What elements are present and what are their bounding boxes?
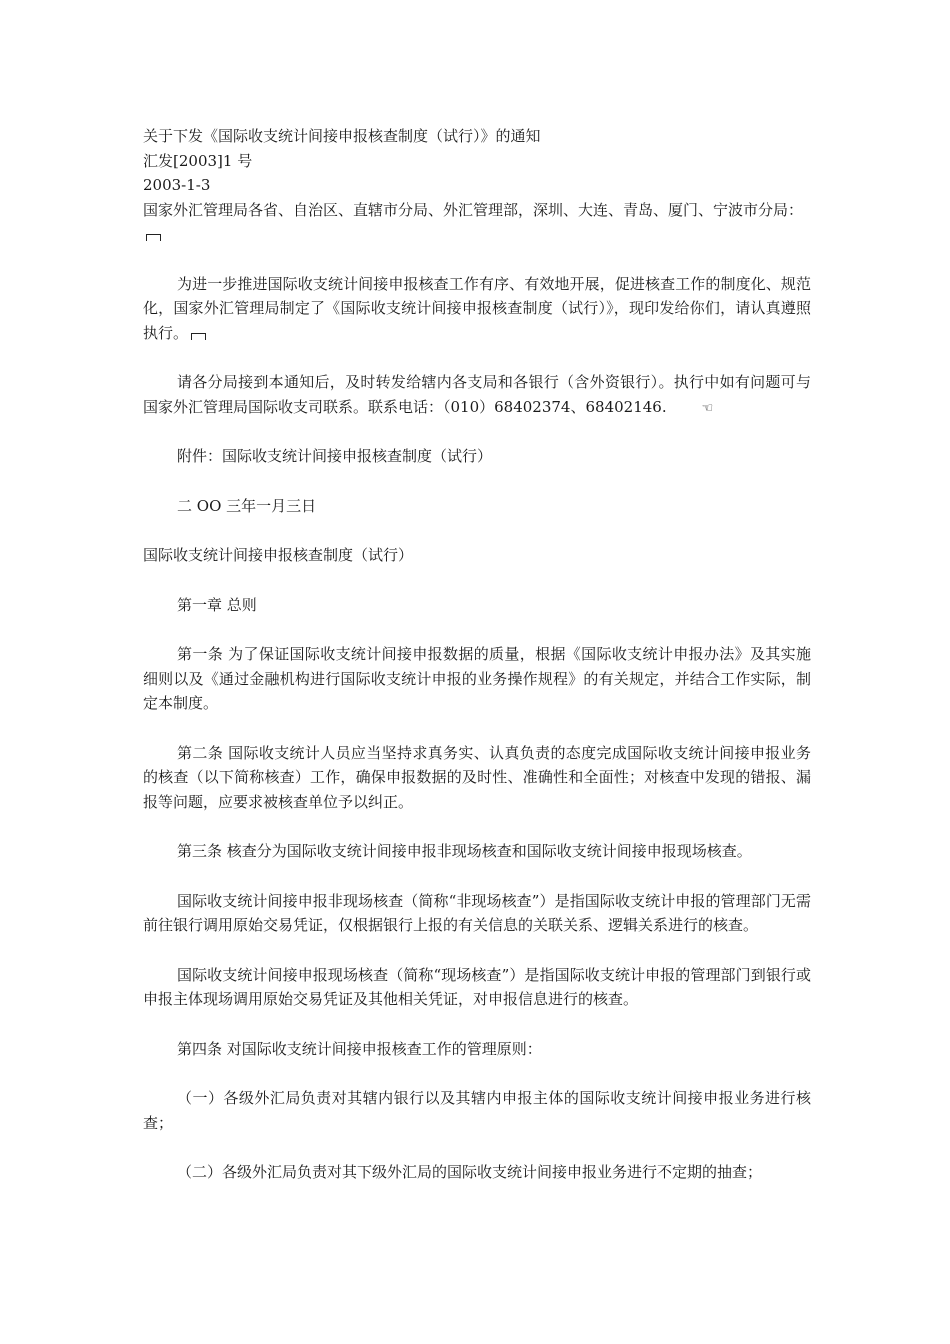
notice-paragraph-2-text: 请各分局接到本通知后，及时转发给辖内各支局和各银行（含外资银行）。执行中如有问题可与国家外汇管理局国际收支司联系。联系电话：（010）68402374、68402146. bbox=[143, 373, 811, 416]
notice-paragraph-1-text: 为进一步推进国际收支统计间接申报核查工作有序、有效地开展，促进核查工作的制度化、规范化，国家外汇管理局制定了《国际收支统计间接申报核查制度（试行）》，现印发给你们，请认真遵照执行。 bbox=[143, 274, 811, 342]
notice-paragraph-1 bbox=[143, 272, 811, 346]
signature-date: 二 OO 三年一月三日 bbox=[177, 496, 317, 515]
article-4-item-1: （一）各级外汇局负责对其辖内银行以及其辖内申报主体的国际收支统计间接申报业务进行核查； bbox=[143, 1089, 811, 1132]
paragraph-mark-icon bbox=[145, 232, 162, 242]
document-body bbox=[143, 124, 811, 1210]
article-4-item-2: （二）各级外汇局负责对其下级外汇局的国际收支统计间接申报业务进行不定期的抽查； bbox=[177, 1163, 763, 1181]
addressee-line bbox=[143, 198, 811, 247]
pointing-hand-icon: ☜ bbox=[701, 400, 714, 416]
attachment-line: 附件：国际收支统计间接申报核查制度（试行） bbox=[177, 447, 493, 465]
notice-paragraph-2 bbox=[143, 370, 811, 419]
paragraph-mark-icon bbox=[190, 331, 207, 341]
document-number: 汇发[2003]1 号 bbox=[143, 151, 253, 170]
issue-date: 2003-1-3 bbox=[143, 176, 211, 194]
addressee-text: 国家外汇管理局各省、自治区、直辖市分局、外汇管理部，深圳、大连、青岛、厦门、宁波市分局： bbox=[143, 200, 804, 219]
article-2: 第二条 国际收支统计人员应当坚持求真务实、认真负责的态度完成国际收支统计间接申报业务的核查（以下简称核查）工作，确保申报数据的及时性、准确性和全面性；对核查中发现的错报、漏报等问题，应要求被核查单位予以纠正。 bbox=[143, 743, 811, 811]
notice-title: 关于下发《国际收支统计间接申报核查制度（试行）》的通知 bbox=[143, 127, 541, 145]
article-3-onsite-definition: 国际收支统计间接申报现场核查（简称“现场核查”）是指国际收支统计申报的管理部门到银行或申报主体现场调用原始交易凭证及其他相关凭证，对申报信息进行的核查。 bbox=[143, 965, 811, 1008]
chapter-heading: 第一章 总则 bbox=[177, 595, 257, 614]
article-1: 第一条 为了保证国际收支统计间接申报数据的质量，根据《国际收支统计申报办法》及其实施细则以及《通过金融机构进行国际收支统计申报的业务操作规程》的有关规定，并结合工作实际，制定本制度。 bbox=[143, 645, 811, 712]
regulation-title: 国际收支统计间接申报核查制度（试行） bbox=[143, 546, 414, 564]
article-3: 第三条 核查分为国际收支统计间接申报非现场核查和国际收支统计间接申报现场核查。 bbox=[177, 842, 752, 860]
article-3-offsite-definition: 国际收支统计间接申报非现场核查（简称“非现场核查”）是指国际收支统计申报的管理部门无需前往银行调用原始交易凭证，仅根据银行上报的有关信息的关联关系、逻辑关系进行的核查。 bbox=[143, 891, 811, 934]
article-4: 第四条 对国际收支统计间接申报核查工作的管理原则： bbox=[177, 1039, 542, 1058]
